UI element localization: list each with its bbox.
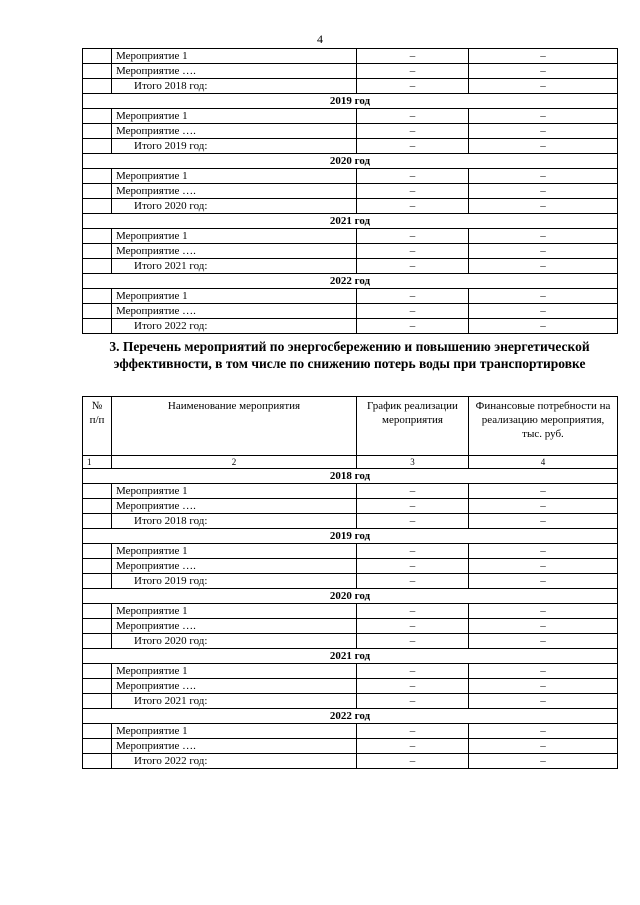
activity-name: Мероприятие 1	[112, 289, 357, 304]
year-row	[83, 589, 618, 604]
activity-name: Мероприятие ….	[112, 304, 357, 319]
row-number-cell	[83, 484, 112, 499]
finance-cell: –	[469, 574, 618, 589]
total-label: Итого 2020 год:	[112, 199, 357, 214]
row-number-cell	[83, 574, 112, 589]
schedule-cell: –	[357, 244, 469, 259]
row-number-cell	[83, 289, 112, 304]
row-number-cell	[83, 634, 112, 649]
table-row	[83, 574, 618, 589]
row-number-cell	[83, 739, 112, 754]
table-row	[83, 169, 618, 184]
header-schedule: График реализации мероприятия	[357, 397, 469, 456]
finance-cell: –	[469, 109, 618, 124]
schedule-cell: –	[357, 619, 469, 634]
row-number-cell	[83, 664, 112, 679]
year-label: 2022 год	[83, 709, 618, 724]
header-number: № п/п	[83, 397, 112, 456]
table-row	[83, 754, 618, 769]
activity-name: Мероприятие 1	[112, 664, 357, 679]
activity-name: Мероприятие 1	[112, 49, 357, 64]
schedule-cell: –	[357, 49, 469, 64]
activity-name: Мероприятие 1	[112, 544, 357, 559]
finance-cell: –	[469, 64, 618, 79]
year-row	[83, 469, 618, 484]
schedule-cell: –	[357, 574, 469, 589]
table-row	[83, 634, 618, 649]
row-number-cell	[83, 199, 112, 214]
table-row	[83, 619, 618, 634]
row-number-cell	[83, 229, 112, 244]
year-label: 2021 год	[83, 649, 618, 664]
activity-name: Мероприятие ….	[112, 124, 357, 139]
schedule-cell: –	[357, 724, 469, 739]
year-row	[83, 529, 618, 544]
table-row	[83, 79, 618, 94]
table-row	[83, 694, 618, 709]
row-number-cell	[83, 679, 112, 694]
year-row	[83, 154, 618, 169]
activity-name: Мероприятие ….	[112, 559, 357, 574]
table-header-row	[83, 397, 618, 456]
activity-name: Мероприятие ….	[112, 184, 357, 199]
finance-cell: –	[469, 169, 618, 184]
schedule-cell: –	[357, 559, 469, 574]
year-label: 2020 год	[83, 589, 618, 604]
finance-cell: –	[469, 619, 618, 634]
finance-cell: –	[469, 514, 618, 529]
year-label: 2020 год	[83, 154, 618, 169]
total-label: Итого 2022 год:	[112, 319, 357, 334]
column-number: 1	[83, 456, 112, 469]
column-number-row	[83, 456, 618, 469]
finance-cell: –	[469, 604, 618, 619]
schedule-cell: –	[357, 664, 469, 679]
activity-name: Мероприятие ….	[112, 64, 357, 79]
row-number-cell	[83, 49, 112, 64]
row-number-cell	[83, 499, 112, 514]
finance-cell: –	[469, 754, 618, 769]
schedule-cell: –	[357, 634, 469, 649]
table-row	[83, 484, 618, 499]
schedule-cell: –	[357, 229, 469, 244]
schedule-cell: –	[357, 754, 469, 769]
table-row	[83, 544, 618, 559]
finance-cell: –	[469, 259, 618, 274]
finance-cell: –	[469, 634, 618, 649]
table-row	[83, 124, 618, 139]
schedule-cell: –	[357, 79, 469, 94]
finance-cell: –	[469, 184, 618, 199]
row-number-cell	[83, 184, 112, 199]
row-number-cell	[83, 79, 112, 94]
schedule-cell: –	[357, 484, 469, 499]
table-row	[83, 109, 618, 124]
year-row	[83, 649, 618, 664]
total-label: Итого 2020 год:	[112, 634, 357, 649]
row-number-cell	[83, 544, 112, 559]
finance-cell: –	[469, 484, 618, 499]
year-label: 2021 год	[83, 214, 618, 229]
row-number-cell	[83, 64, 112, 79]
activity-name: Мероприятие ….	[112, 499, 357, 514]
finance-cell: –	[469, 244, 618, 259]
page-number: 4	[317, 32, 323, 46]
table-row	[83, 319, 618, 334]
finance-cell: –	[469, 499, 618, 514]
finance-cell: –	[469, 79, 618, 94]
year-row	[83, 214, 618, 229]
row-number-cell	[83, 319, 112, 334]
row-number-cell	[83, 604, 112, 619]
year-row	[83, 94, 618, 109]
schedule-cell: –	[357, 109, 469, 124]
finance-cell: –	[469, 739, 618, 754]
activity-name: Мероприятие ….	[112, 679, 357, 694]
top-table	[82, 48, 618, 334]
year-row	[83, 709, 618, 724]
year-label: 2019 год	[83, 529, 618, 544]
row-number-cell	[83, 304, 112, 319]
total-label: Итого 2018 год:	[112, 514, 357, 529]
total-label: Итого 2021 год:	[112, 694, 357, 709]
table-row	[83, 664, 618, 679]
table-row	[83, 724, 618, 739]
row-number-cell	[83, 109, 112, 124]
table-row	[83, 229, 618, 244]
row-number-cell	[83, 724, 112, 739]
finance-cell: –	[469, 304, 618, 319]
finance-cell: –	[469, 679, 618, 694]
total-label: Итого 2022 год:	[112, 754, 357, 769]
table-row	[83, 499, 618, 514]
year-label: 2018 год	[83, 469, 618, 484]
table-row	[83, 604, 618, 619]
finance-cell: –	[469, 694, 618, 709]
schedule-cell: –	[357, 64, 469, 79]
row-number-cell	[83, 139, 112, 154]
finance-cell: –	[469, 229, 618, 244]
schedule-cell: –	[357, 604, 469, 619]
table-row	[83, 304, 618, 319]
table-row	[83, 289, 618, 304]
row-number-cell	[83, 754, 112, 769]
row-number-cell	[83, 169, 112, 184]
total-label: Итого 2019 год:	[112, 574, 357, 589]
column-number: 4	[469, 456, 618, 469]
activities-table	[82, 396, 618, 769]
activity-name: Мероприятие 1	[112, 229, 357, 244]
row-number-cell	[83, 619, 112, 634]
schedule-cell: –	[357, 319, 469, 334]
table-row	[83, 259, 618, 274]
row-number-cell	[83, 694, 112, 709]
total-label: Итого 2021 год:	[112, 259, 357, 274]
schedule-cell: –	[357, 514, 469, 529]
activity-name: Мероприятие ….	[112, 739, 357, 754]
year-label: 2022 год	[83, 274, 618, 289]
finance-cell: –	[469, 124, 618, 139]
row-number-cell	[83, 244, 112, 259]
finance-cell: –	[469, 319, 618, 334]
schedule-cell: –	[357, 289, 469, 304]
row-number-cell	[83, 559, 112, 574]
column-number: 3	[357, 456, 469, 469]
header-name: Наименование мероприятия	[112, 397, 357, 456]
finance-cell: –	[469, 199, 618, 214]
finance-cell: –	[469, 559, 618, 574]
activity-name: Мероприятие 1	[112, 724, 357, 739]
table-row	[83, 139, 618, 154]
year-label: 2019 год	[83, 94, 618, 109]
finance-cell: –	[469, 289, 618, 304]
activity-name: Мероприятие 1	[112, 484, 357, 499]
schedule-cell: –	[357, 499, 469, 514]
schedule-cell: –	[357, 304, 469, 319]
table-row	[83, 679, 618, 694]
schedule-cell: –	[357, 544, 469, 559]
finance-cell: –	[469, 139, 618, 154]
schedule-cell: –	[357, 124, 469, 139]
row-number-cell	[83, 514, 112, 529]
activity-name: Мероприятие 1	[112, 169, 357, 184]
table-row	[83, 49, 618, 64]
schedule-cell: –	[357, 199, 469, 214]
table-row	[83, 199, 618, 214]
schedule-cell: –	[357, 184, 469, 199]
total-label: Итого 2019 год:	[112, 139, 357, 154]
row-number-cell	[83, 124, 112, 139]
schedule-cell: –	[357, 139, 469, 154]
schedule-cell: –	[357, 259, 469, 274]
header-finance: Финансовые потребности на реализацию мероприятия, тыс. руб.	[469, 397, 618, 456]
finance-cell: –	[469, 544, 618, 559]
table-row	[83, 184, 618, 199]
schedule-cell: –	[357, 739, 469, 754]
activity-name: Мероприятие ….	[112, 619, 357, 634]
table-row	[83, 739, 618, 754]
table-row	[83, 559, 618, 574]
finance-cell: –	[469, 724, 618, 739]
row-number-cell	[83, 259, 112, 274]
schedule-cell: –	[357, 169, 469, 184]
finance-cell: –	[469, 49, 618, 64]
finance-cell: –	[469, 664, 618, 679]
total-label: Итого 2018 год:	[112, 79, 357, 94]
activity-name: Мероприятие 1	[112, 109, 357, 124]
column-number: 2	[112, 456, 357, 469]
table-row	[83, 64, 618, 79]
activity-name: Мероприятие ….	[112, 244, 357, 259]
schedule-cell: –	[357, 694, 469, 709]
section-title: 3. Перечень мероприятий по энергосбережению и повышению энергетической эффективности, в том числе по снижению потерь воды при транспортировке	[109, 339, 590, 371]
activity-name: Мероприятие 1	[112, 604, 357, 619]
schedule-cell: –	[357, 679, 469, 694]
year-row	[83, 274, 618, 289]
table-row	[83, 514, 618, 529]
table-row	[83, 244, 618, 259]
